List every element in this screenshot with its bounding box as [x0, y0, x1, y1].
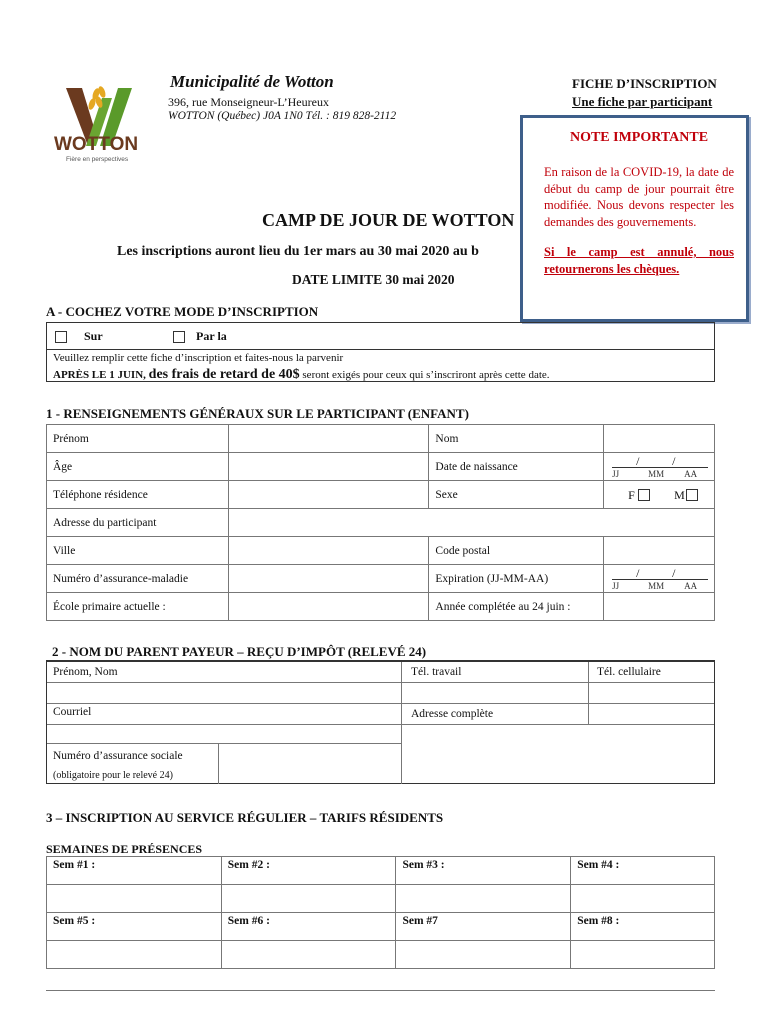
page-title: CAMP DE JOUR DE WOTTON	[262, 210, 515, 230]
mode-option-1[interactable]	[55, 329, 103, 344]
late-fee-amount: des frais de retard de 40$	[148, 367, 300, 382]
label-ville: Ville	[47, 537, 229, 565]
telephone-field[interactable]	[228, 481, 429, 509]
section-a-note-line1: Veuillez remplir cette fiche d’inscription et faites-nous la parvenir	[53, 352, 344, 364]
nas-note: (obligatoire pour le relevé 24)	[53, 770, 173, 781]
municipality-logo	[52, 84, 152, 168]
week-3-field[interactable]	[396, 885, 571, 913]
annee-field[interactable]	[604, 593, 715, 621]
week-4-field[interactable]	[571, 885, 715, 913]
week-label: Sem #5 :	[47, 913, 222, 941]
note-cancel: Si le camp est annulé, nous retournerons les chèques.	[544, 245, 734, 276]
form-subtitle: Une fiche par participant	[572, 94, 713, 109]
week-8-field[interactable]	[571, 941, 715, 969]
adresse-field[interactable]	[228, 509, 714, 537]
tel-cellulaire-field[interactable]	[589, 683, 714, 703]
week-1-field[interactable]	[47, 885, 222, 913]
week-7-field[interactable]	[396, 941, 571, 969]
note-title: NOTE IMPORTANTE	[569, 130, 709, 145]
address-line1: 396, rue Monseigneur-L’Heureux	[168, 95, 329, 109]
mode-option-2[interactable]	[173, 329, 227, 344]
week-label: Sem #7	[396, 913, 571, 941]
week-6-field[interactable]	[221, 941, 396, 969]
important-note-box	[520, 115, 749, 322]
label-courriel: Courriel	[53, 706, 92, 718]
week-label: Sem #8 :	[571, 913, 715, 941]
label-date-naissance: Date de naissance	[429, 453, 604, 481]
week-label: Sem #3 :	[396, 857, 571, 885]
bottom-divider	[46, 990, 715, 991]
week-label: Sem #1 :	[47, 857, 222, 885]
sexe-field: F M	[604, 481, 715, 509]
deadline: DATE LIMITE 30 mai 2020	[292, 272, 455, 287]
week-label: Sem #2 :	[221, 857, 396, 885]
section-2-box	[46, 660, 715, 784]
label-nas: Numéro d’assurance sociale	[53, 750, 183, 762]
assurance-maladie-field[interactable]	[228, 565, 429, 593]
section-2-title: 2 - NOM DU PARENT PAYEUR – REÇU D’IMPÔT (RELEVÉ 24)	[52, 644, 427, 659]
label-assurance-maladie: Numéro d’assurance-maladie	[47, 565, 229, 593]
nas-field[interactable]	[219, 744, 401, 784]
late-fee-suffix: seront exigés pour ceux qui s’inscriront après cette date.	[302, 369, 550, 381]
label-adresse: Adresse du participant	[47, 509, 229, 537]
ecole-field[interactable]	[228, 593, 429, 621]
participant-info-table	[46, 424, 715, 621]
sexe-f-checkbox[interactable]	[638, 489, 650, 501]
form-title: FICHE D’INSCRIPTION	[572, 76, 717, 91]
sexe-m-checkbox[interactable]	[686, 489, 698, 501]
label-tel-travail: Tél. travail	[411, 666, 462, 678]
prenom-field[interactable]	[228, 425, 429, 453]
address-line2: WOTTON (Québec) J0A 1N0 Tél. : 819 828-2112	[168, 110, 397, 122]
mode-checkbox-2[interactable]	[173, 331, 185, 343]
section-a-title: A - COCHEZ VOTRE MODE D’INSCRIPTION	[46, 304, 319, 319]
section-3-title: 3 – INSCRIPTION AU SERVICE RÉGULIER – TARIFS RÉSIDENTS	[46, 810, 444, 825]
note-body: En raison de la COVID-19, la date de début du camp de jour pourrait être modifiée. Nous devons respecter les demandes des gouvernements.	[544, 165, 734, 229]
mode-checkbox-1[interactable]	[55, 331, 67, 343]
ville-field[interactable]	[228, 537, 429, 565]
registration-dates: Les inscriptions auront lieu du 1er mars au 30 mai 2020 au b	[117, 244, 479, 259]
week-label: Sem #6 :	[221, 913, 396, 941]
week-label: Sem #4 :	[571, 857, 715, 885]
adresse-complete-field[interactable]	[402, 725, 714, 784]
code-postal-field[interactable]	[604, 537, 715, 565]
label-code-postal: Code postal	[429, 537, 604, 565]
mode-option-1-label: Sur	[84, 329, 103, 343]
courriel-field[interactable]	[47, 725, 401, 743]
date-naissance-field[interactable]: / / JJ MM AA	[604, 453, 715, 481]
logo-word: WOTTON	[54, 134, 139, 155]
label-tel-cellulaire: Tél. cellulaire	[597, 666, 661, 678]
weeks-subtitle: SEMAINES DE PRÉSENCES	[46, 842, 203, 856]
label-ecole: École primaire actuelle :	[47, 593, 229, 621]
mode-option-2-label: Par la	[196, 329, 227, 343]
label-prenom: Prénom	[47, 425, 229, 453]
late-fee-prefix: APRÈS LE 1 JUIN,	[53, 369, 146, 381]
label-expiration: Expiration (JJ-MM-AA)	[429, 565, 604, 593]
org-name: Municipalité de Wotton	[170, 72, 334, 91]
label-prenom-nom: Prénom, Nom	[53, 666, 118, 678]
tel-travail-field[interactable]	[402, 683, 588, 703]
label-telephone: Téléphone résidence	[47, 481, 229, 509]
week-5-field[interactable]	[47, 941, 222, 969]
expiration-field[interactable]: / / JJ MM AA	[604, 565, 715, 593]
section-a-box	[46, 322, 715, 382]
age-field[interactable]	[228, 453, 429, 481]
nom-field[interactable]	[604, 425, 715, 453]
weeks-table	[46, 856, 715, 969]
label-adresse-complete: Adresse complète	[411, 708, 494, 720]
section-1-title: 1 - RENSEIGNEMENTS GÉNÉRAUX SUR LE PARTICIPANT (ENFANT)	[46, 406, 469, 421]
prenom-nom-field[interactable]	[47, 683, 401, 703]
label-annee: Année complétée au 24 juin :	[429, 593, 604, 621]
logo-tagline: Fière en perspectives	[66, 156, 129, 163]
week-2-field[interactable]	[221, 885, 396, 913]
label-nom: Nom	[429, 425, 604, 453]
label-age: Âge	[47, 453, 229, 481]
label-sexe: Sexe	[429, 481, 604, 509]
